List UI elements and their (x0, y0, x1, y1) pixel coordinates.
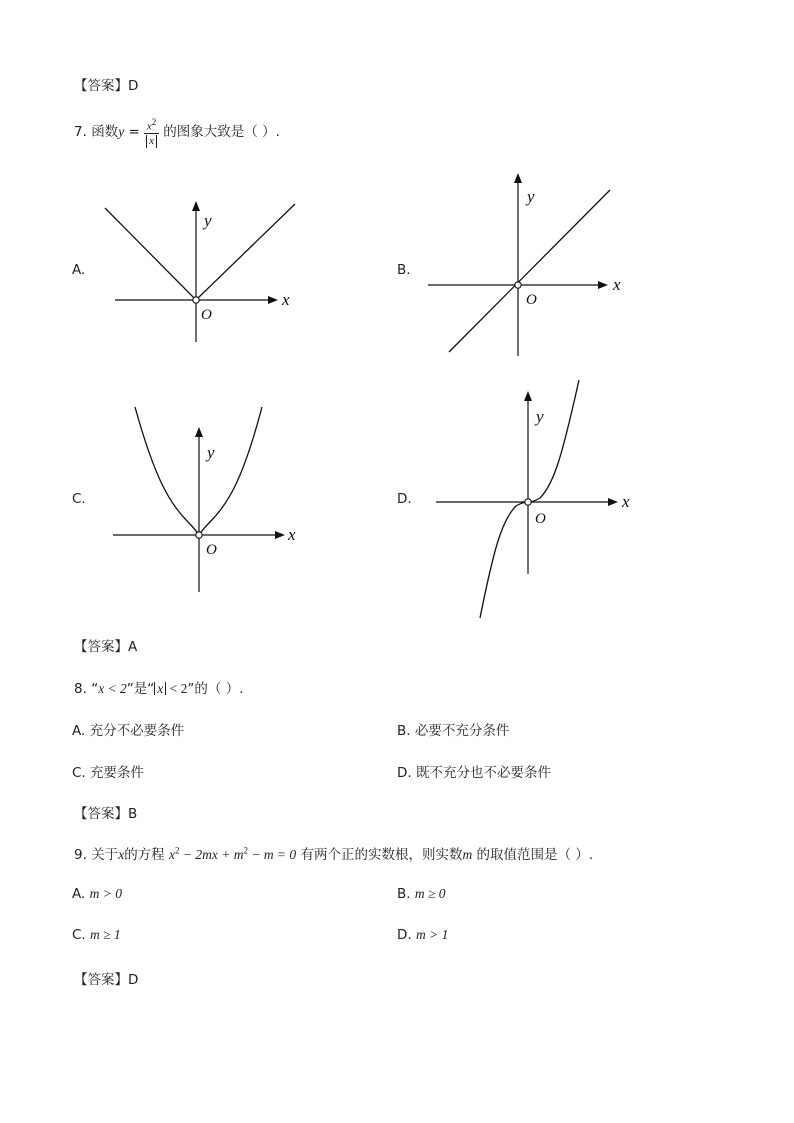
fraction-numerator: $x^2$ (146, 116, 157, 133)
answer-value: D (128, 78, 139, 94)
answer-label: 【答案】 (74, 639, 128, 655)
option-d-label: D. (397, 491, 412, 507)
origin-label: O (526, 292, 537, 308)
stem-text: “ (91, 681, 99, 697)
origin-label: O (535, 511, 546, 527)
origin-hollow-point (515, 282, 521, 288)
answer-line-q6 (74, 74, 138, 94)
variable-m: m (462, 847, 473, 862)
x-axis-arrow-icon (608, 498, 618, 506)
stem-text: ”是“ (126, 681, 155, 697)
answer-label: 【答案】 (74, 972, 128, 988)
condition-a: x < 2 (98, 681, 127, 696)
x-axis-label: x (622, 492, 630, 511)
function-curve (449, 190, 610, 352)
variable-x: x (118, 847, 125, 862)
question-number: 7. (74, 124, 87, 140)
x-axis-arrow-icon (275, 531, 285, 539)
stem-text: 函数 (91, 124, 119, 140)
question-number: 8. (74, 681, 87, 697)
q8-option-a: A. 充分不必要条件 (72, 723, 185, 739)
answer-value: D (128, 972, 139, 988)
x-axis-label: x (613, 275, 621, 294)
fraction (144, 116, 159, 149)
origin-hollow-point (196, 532, 202, 538)
q9-option-c: C. m ≥ 1 (72, 927, 121, 943)
q9-option-a: A. m > 0 (72, 886, 122, 902)
stem-text: 的方程 (124, 847, 165, 863)
function-y: y (118, 124, 125, 139)
q9-option-b: B. m ≥ 0 (397, 886, 446, 902)
graph-a (100, 198, 300, 348)
q8-option-b: B. 必要不充分条件 (397, 723, 510, 739)
y-axis-label: y (527, 187, 535, 206)
condition-b-rest: < 2 (166, 681, 188, 696)
graph-c (110, 404, 310, 594)
answer-line-q7 (74, 635, 137, 655)
condition-b-abs: x (154, 682, 166, 695)
option-c-label: C. (72, 491, 86, 507)
y-axis-arrow-icon (195, 427, 203, 437)
answer-value: B (128, 806, 138, 822)
fraction-denominator: x (144, 133, 159, 148)
stem-text: 的图象大致是（ ）. (163, 124, 280, 140)
q9-option-d: D. m > 1 (397, 927, 449, 943)
q8-option-d: D. 既不充分也不必要条件 (397, 765, 551, 781)
origin-label: O (206, 542, 217, 558)
question-8-stem (74, 677, 244, 697)
origin-label: O (201, 307, 212, 323)
answer-line-q9 (74, 968, 138, 988)
answer-value: A (128, 639, 138, 655)
y-axis-label: y (204, 211, 212, 230)
answer-label: 【答案】 (74, 78, 128, 94)
x-axis-label: x (282, 290, 290, 309)
option-expression: m > 0 (89, 886, 122, 901)
answer-label: 【答案】 (74, 806, 128, 822)
question-7-stem (74, 114, 280, 150)
y-axis-arrow-icon (524, 391, 532, 401)
x-axis-arrow-icon (268, 296, 278, 304)
y-axis-arrow-icon (192, 201, 200, 211)
y-axis-arrow-icon (514, 173, 522, 183)
option-expression: m ≥ 0 (414, 886, 446, 901)
answer-line-q8 (74, 802, 137, 822)
question-number: 9. (74, 847, 87, 863)
graph-d (432, 378, 642, 623)
origin-hollow-point (525, 499, 531, 505)
equation: $x^2 - 2mx + m^2 - m = 0$ (168, 845, 297, 862)
x-axis-arrow-icon (598, 281, 608, 289)
stem-text: 的取值范围是（ ）. (476, 847, 594, 863)
option-b-label: B. (397, 262, 411, 278)
stem-text: ”的（ ）. (187, 681, 244, 697)
equals-sign: = (128, 124, 140, 140)
q8-option-c: C. 充要条件 (72, 765, 145, 781)
graph-b (425, 170, 635, 360)
stem-text: 有两个正的实数根，则实数 (300, 847, 463, 863)
stem-text: 关于 (91, 847, 119, 863)
question-9-stem (74, 843, 593, 863)
option-expression: m > 1 (415, 927, 449, 942)
y-axis-label: y (536, 407, 544, 426)
function-curve (105, 204, 295, 300)
x-axis-label: x (288, 525, 296, 544)
y-axis-label: y (207, 443, 215, 462)
option-a-label: A. (72, 262, 86, 278)
origin-hollow-point (193, 297, 199, 303)
option-expression: m ≥ 1 (90, 927, 121, 942)
